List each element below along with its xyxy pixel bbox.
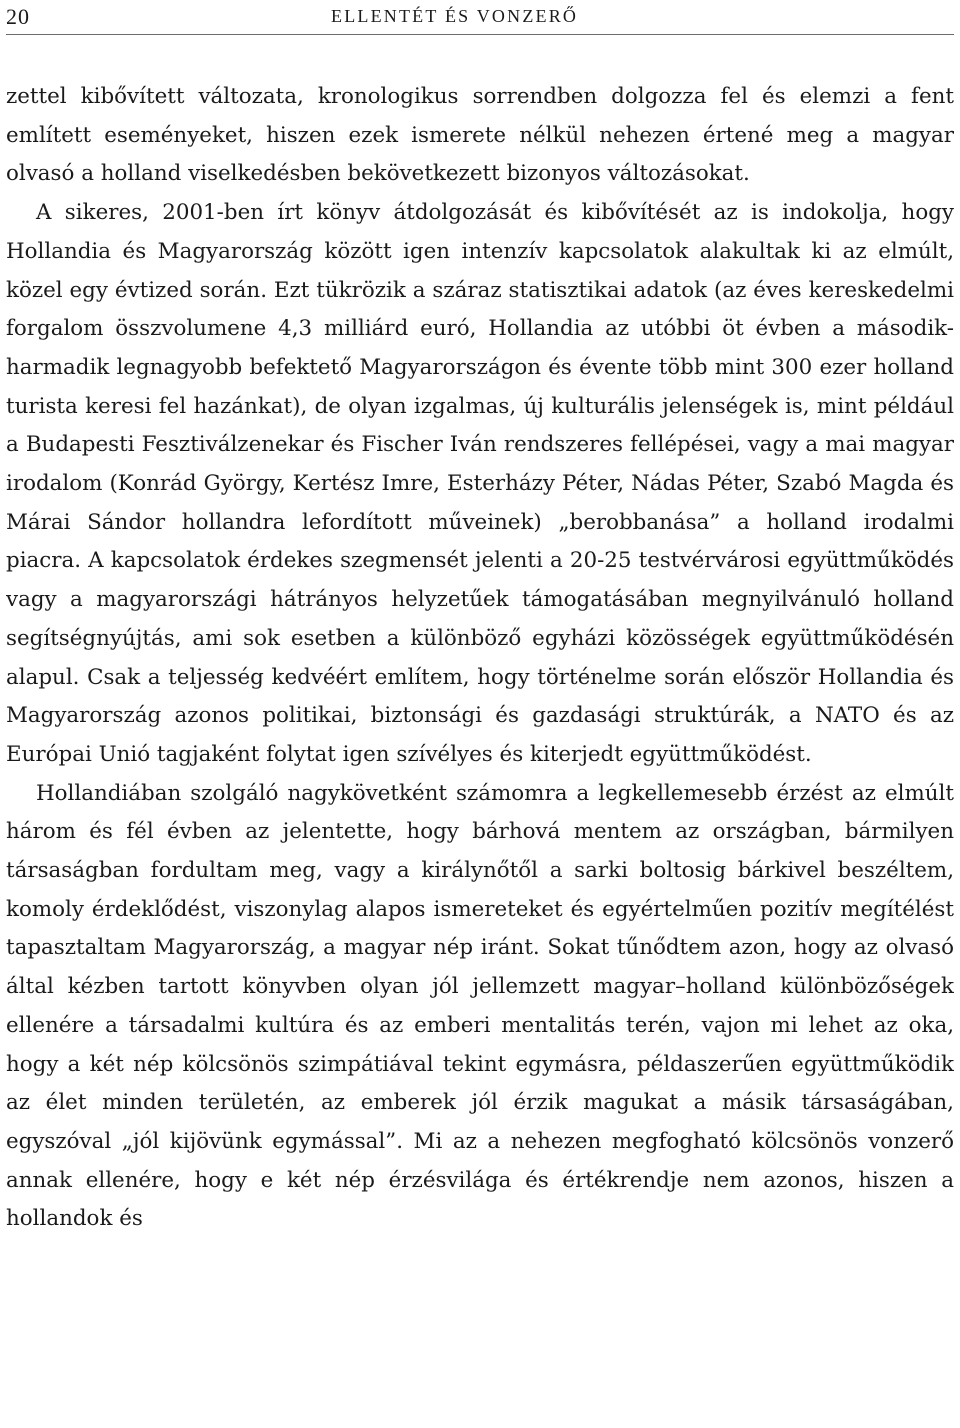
paragraph-2: A sikeres, 2001-ben írt könyv átdolgozását és kibővítését az is indokolja, hogy Hollandia és Magyarország között igen intenzív kapcsolatok alakultak ki az elmúlt, közel egy évtized során. Ezt tükrözik a száraz statisztikai adatok (az éves kereskedelmi forgalom összvolumene 4,3 milliárd euró, Hollandia az utóbbi öt évben a második-harmadik legnagyobb befektető Magyarországon és évente több mint 300 ezer holland turista keresi fel hazánkat), de olyan izgalmas, új kulturális jelenségek is, mint például a Budapesti Fesztiválzenekar és Fischer Iván rendszeres fellépései, vagy a mai magyar irodalom (Konrád György, Kertész Imre, Esterházy Péter, Nádas Péter, Szabó Magda és Márai Sándor hollandra lefordított műveinek) „berobbanása” a holland irodalmi piacra. A kapcsolatok érdekes szegmensét jelenti a 20-25 testvérvárosi együttműködés vagy a magyarországi hátrányos helyzetűek támogatásában megnyilvánuló holland segítségnyújtás, ami sok esetben a különböző egyházi közösségek együttműködésén alapul. Csak a teljesség kedvéért említem, hogy történelme során először Hollandia és Magyarország azonos politikai, biztonsági és gazdasági struktúrák, a NATO és az Európai Unió tagjaként folytat igen szívélyes és kiterjedt együttműködést. [6,200,954,767]
running-title: ELLENTÉT ÉS VONZERŐ [331,6,579,26]
book-page [6,0,954,1428]
header-rule [6,34,954,35]
page-number: 20 [6,4,30,29]
running-head [6,4,954,30]
paragraph-1: zettel kibővített változata, kronologikus sorrendben dolgozza fel és elemzi a fent említett eseményeket, hiszen ezek ismerete nélkül nehezen értené meg a magyar olvasó a holland viselkedésben bekövetkezett bizonyos változásokat. [6,84,954,187]
paragraph-3: Hollandiában szolgáló nagykövetként számomra a legkellemesebb érzést az elmúlt három és fél évben az jelentette, hogy bárhová mentem az országban, bármilyen társaságban fordultam meg, vagy a királynőtől a sarki boltosig bárkivel beszéltem, komoly érdeklődést, viszonylag alapos ismereteket és egyértelműen pozitív megítélést tapasztaltam Magyarország, a magyar nép iránt. Sokat tűnődtem azon, hogy az olvasó által kézben tartott könyvben olyan jól jellemzett magyar–holland különbözőségek ellenére a társadalmi kultúra és az emberi mentalitás terén, vajon mi lehet az oka, hogy a két nép kölcsönös szimpátiával tekint egymásra, példaszerűen együttműködik az élet minden területén, az emberek jól érzik magukat a másik társaságában, egyszóval „jól kijövünk egymással”. Mi az a nehezen megfogható kölcsönös vonzerő annak ellenére, hogy e két nép érzésvilága és értékrendje nem azonos, hiszen a hollandok és [6,780,954,1232]
body-text [6,78,954,1239]
